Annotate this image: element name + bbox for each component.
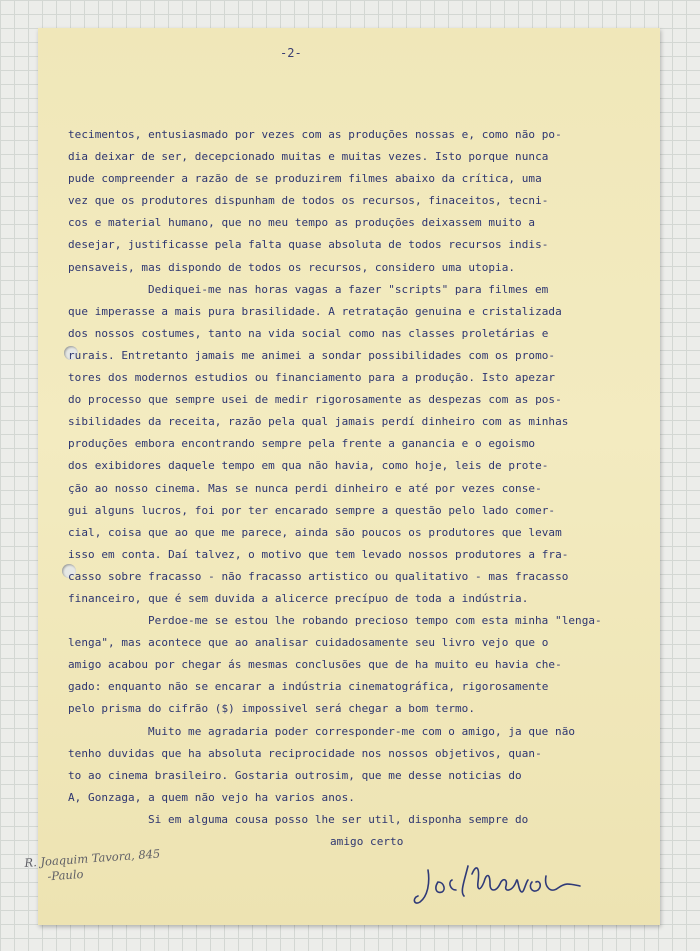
body-line: amigo acabou por chegar ás mesmas conclusões que de ha muito eu havia che- xyxy=(68,658,562,672)
body-line: ção ao nosso cinema. Mas se nunca perdi dinheiro e até por vezes conse- xyxy=(68,481,542,495)
body-line: financeiro, que é sem duvida a alicerce precípuo de toda a indústria. xyxy=(68,591,529,605)
paragraph-start-line: Dediquei-me nas horas vagas a fazer "scripts" para filmes em xyxy=(148,282,549,296)
paragraph-start-line: Si em alguma cousa posso lhe ser util, disponha sempre do xyxy=(148,812,529,826)
body-line: isso em conta. Daí talvez, o motivo que tem levado nossos produtores a fra- xyxy=(68,547,569,561)
body-line: do processo que sempre usei de medir rigorosamente as despezas com as pos- xyxy=(68,393,562,407)
body-line: vez que os produtores dispunham de todos os recursos, finaceitos, tecni- xyxy=(68,194,549,208)
body-line: pude compreender a razão de se produzirem filmes abaixo da crítica, uma xyxy=(68,172,542,186)
body-line: lenga", mas acontece que ao analisar cuidadosamente seu livro vejo que o xyxy=(68,636,549,650)
body-line: que imperasse a mais pura brasilidade. A retratação genuina e cristalizada xyxy=(68,304,562,318)
body-line: to ao cinema brasileiro. Gostaria outrosim, que me desse noticias do xyxy=(68,768,522,782)
body-line: cos e material humano, que no meu tempo as produções deixassem muito a xyxy=(68,216,536,230)
body-line: dos exibidores daquele tempo em qua não havia, como hoje, leis de prote- xyxy=(68,459,549,473)
body-line: cial, coisa que ao que me parece, ainda são poucos os produtores que levam xyxy=(68,525,562,539)
body-line: tenho duvidas que ha absoluta reciprocidade nos nossos objetivos, quan- xyxy=(68,746,542,760)
body-line: dos nossos costumes, tanto na vida social como nas classes proletárias e xyxy=(68,326,549,340)
body-line: desejar, justificasse pela falta quase absoluta de todos recursos indis- xyxy=(68,238,549,252)
body-line: tores dos modernos estudios ou financiamento para a produção. Isto apezar xyxy=(68,371,556,385)
closing-line: amigo certo xyxy=(330,835,404,848)
body-line: pensaveis, mas dispondo de todos os recursos, considero uma utopia. xyxy=(68,260,516,274)
body-line: gado: enquanto não se encarar a indústria cinematográfica, rigorosamente xyxy=(68,680,549,694)
body-line: gui alguns lucros, foi por ter encarado sempre a questão pelo lado comer- xyxy=(68,503,556,517)
body-line: sibilidades da receita, razão pela qual jamais perdí dinheiro com as minhas xyxy=(68,415,569,429)
page-number: -2- xyxy=(280,46,302,60)
body-line: casso sobre fracasso - não fracasso artistico ou qualitativo - mas fracasso xyxy=(68,569,569,583)
letter-body xyxy=(68,124,628,853)
body-line: produções embora encontrando sempre pela frente a ganancia e o egoismo xyxy=(68,437,536,451)
paragraph-start-line: Perdoe-me se estou lhe robando precioso tempo com esta minha "lenga- xyxy=(148,614,602,628)
body-line: tecimentos, entusiasmado por vezes com as produções nossas e, como não po- xyxy=(68,128,562,141)
address-line: R. Joaquim Tavora, 845 xyxy=(24,846,161,870)
body-line: pelo prisma do cifrão ($) impossivel será chegar a bom termo. xyxy=(68,702,476,716)
body-line: A, Gonzaga, a quem não vejo ha varios anos. xyxy=(68,790,355,804)
address-line: -Paulo xyxy=(46,866,84,884)
body-line: rurais. Entretanto jamais me animei a sondar possibilidades com os promo- xyxy=(68,348,556,362)
paragraph-start-line: Muito me agradaria poder corresponder-me com o amigo, ja que não xyxy=(148,724,576,738)
signature xyxy=(410,852,590,912)
body-line: dia deixar de ser, decepcionado muitas e muitas vezes. Isto porque nunca xyxy=(68,150,549,164)
